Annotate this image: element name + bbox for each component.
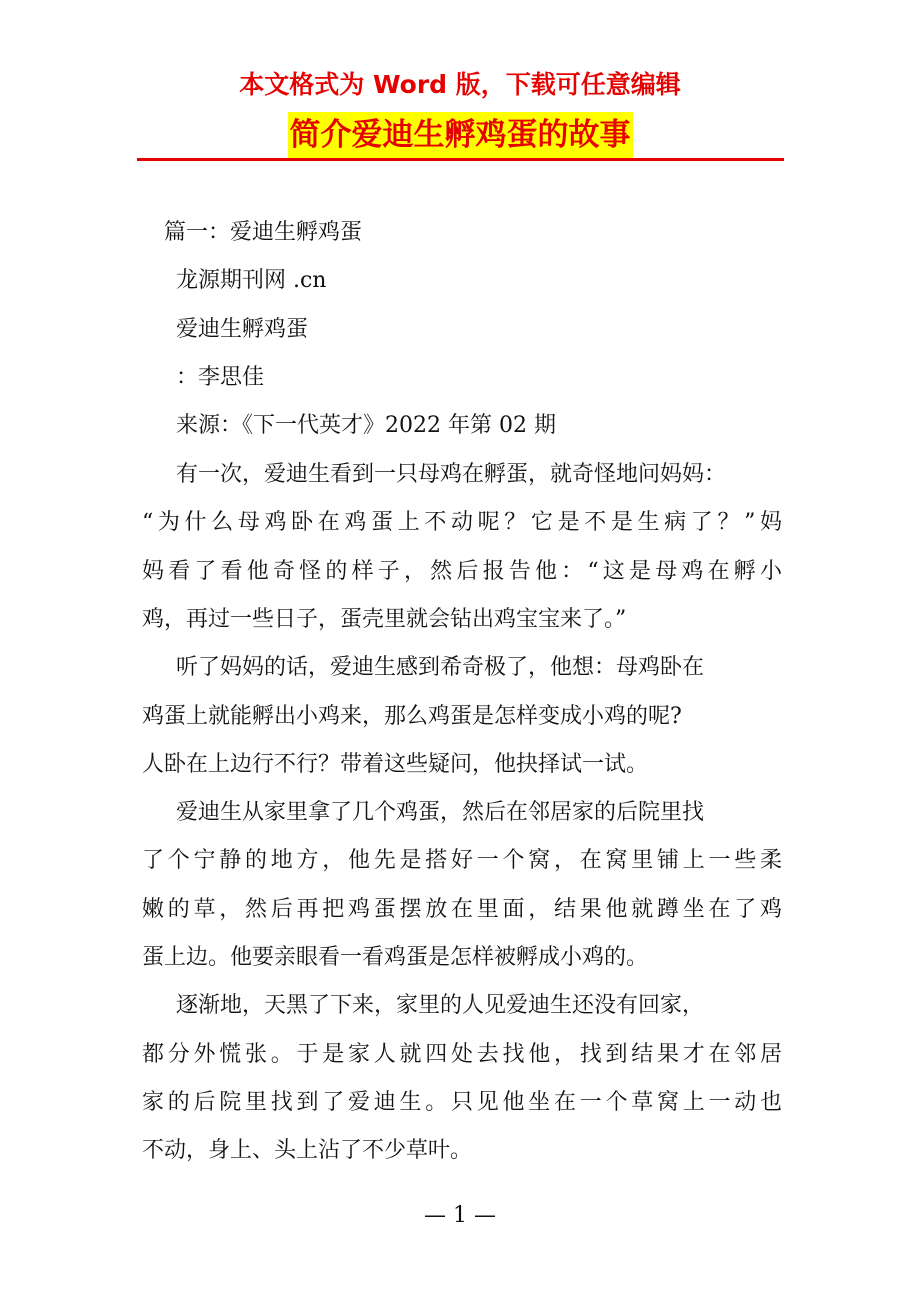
article-author: ：李思佳 — [176, 365, 265, 390]
paragraph-3-line-2: 了个宁静的地方，他先是搭好一个窝，在窝里铺上一些柔 — [142, 848, 782, 873]
paragraph-1-line-3: 妈看了看他奇怪的样子，然后报告他：“这是母鸡在孵小 — [142, 559, 782, 584]
article-source: 来源：《下一代英才》2022 年第 02 期 — [176, 413, 556, 438]
paragraph-1-line-1: 有一次，爱迪生看到一只母鸡在孵蛋，就奇怪地问妈妈： — [176, 462, 727, 487]
paragraph-4-line-4: 不动，身上、头上沾了不少草叶。 — [142, 1138, 473, 1163]
paragraph-4-line-2: 都分外慌张。于是家人就四处去找他，找到结果才在邻居 — [142, 1042, 782, 1067]
page-number: — 1 — — [424, 1203, 496, 1228]
paragraph-3-line-4: 蛋上边。他要亲眼看一看鸡蛋是怎样被孵成小鸡的。 — [142, 945, 649, 970]
title-container — [0, 112, 920, 158]
title-divider — [137, 158, 784, 161]
paragraph-2-line-3: 人卧在上边行不行？带着这些疑问，他抉择试一试。 — [142, 752, 649, 777]
document-title: 简介爱迪生孵鸡蛋的故事 — [288, 112, 633, 158]
paragraph-2-line-2: 鸡蛋上就能孵出小鸡来，那么鸡蛋是怎样变成小鸡的呢? — [142, 704, 682, 729]
paragraph-3-line-3: 嫩的草，然后再把鸡蛋摆放在里面，结果他就蹲坐在了鸡 — [142, 897, 782, 922]
section-heading: 篇一：爱迪生孵鸡蛋 — [164, 220, 363, 245]
paragraph-4-line-1: 逐渐地，天黑了下来，家里的人见爱迪生还没有回家， — [176, 993, 705, 1018]
paragraph-3-line-1: 爱迪生从家里拿了几个鸡蛋，然后在邻居家的后院里找 — [176, 800, 705, 825]
journal-site: 龙源期刊网 .cn — [176, 268, 327, 293]
article-title: 爱迪生孵鸡蛋 — [176, 317, 309, 342]
paragraph-2-line-1: 听了妈妈的话，爱迪生感到希奇极了，他想：母鸡卧在 — [176, 655, 705, 680]
paragraph-4-line-3: 家的后院里找到了爱迪生。只见他坐在一个草窝上一动也 — [142, 1090, 782, 1115]
format-notice-banner: 本文格式为 Word 版，下载可任意编辑 — [239, 70, 681, 99]
paragraph-1-line-2: “为什么母鸡卧在鸡蛋上不动呢？它是不是生病了？”妈 — [142, 510, 782, 535]
paragraph-1-line-4: 鸡，再过一些日子，蛋壳里就会钻出鸡宝宝来了。” — [142, 607, 627, 632]
